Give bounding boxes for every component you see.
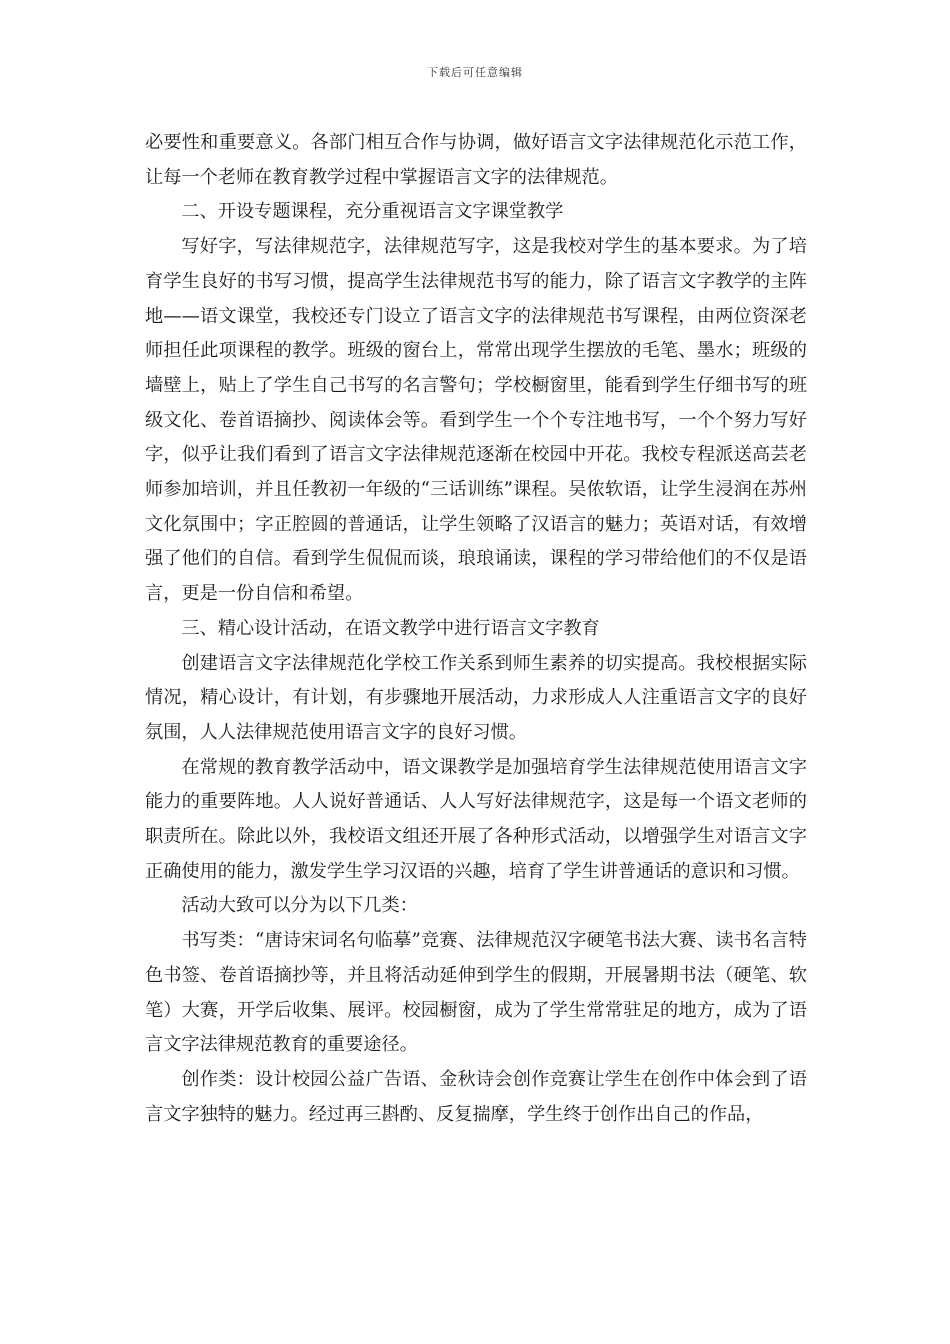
paragraph: 必要性和重要意义。各部门相互合作与协调，做好语言文字法律规范化示范工作，让每一个老师在教育教学过程中掌握语言文字的法律规范。 xyxy=(145,132,807,188)
paragraph: 写好字，写法律规范字，法律规范写字，这是我校对学生的基本要求。为了培育学生良好的书写习惯，提高学生法律规范书写的能力，除了语言文字教学的主阵地——语文课堂，我校还专门设立了语言文字的法律规范书写课程，由两位资深老师担任此项课程的教学。班级的窗台上，常常出现学生摆放的毛笔、墨水；班级的墙壁上，贴上了学生自己书写的名言警句；学校橱窗里，能看到学生仔细书写的班级文化、卷首语摘抄、阅读体会等。看到学生一个个专注地书写，一个个努力写好字，似乎让我们看到了语言文字法律规范逐渐在校园中开花。我校专程派送高芸老师参加培训，并且任教初一年级的“三话训练”课程。吴侬软语，让学生浸润在苏州文化氛围中；字正腔圆的普通话，让学生领略了汉语言的魅力；英语对话，有效增强了他们的自信。看到学生侃侃而谈，琅琅诵读，课程的学习带给他们的不仅是语言，更是一份自信和希望。 xyxy=(145,236,807,605)
page-header: 下载后可任意编辑 xyxy=(427,66,523,79)
paragraph: 书写类：“唐诗宋词名句临摹”竞赛、法律规范汉字硬笔书法大赛、读书名言特色书签、卷首语摘抄等，并且将活动延伸到学生的假期，开展暑期书法（硬笔、软笔）大赛，开学后收集、展评。校园橱窗，成为了学生常常驻足的地方，成为了语言文字法律规范教育的重要途径。 xyxy=(145,930,807,1056)
section-heading: 三、精心设计活动，在语文教学中进行语言文字教育 xyxy=(181,617,600,639)
section-heading: 二、开设专题课程，充分重视语言文字课堂教学 xyxy=(181,201,564,223)
paragraph: 在常规的教育教学活动中，语文课教学是加强培育学生法律规范使用语言文字能力的重要阵地。人人说好普通话、人人写好法律规范字，这是每一个语文老师的职责所在。除此以外，我校语文组还开展了各种形式活动，以增强学生对语言文字正确使用的能力，激发学生学习汉语的兴趣，培育了学生讲普通话的意识和习惯。 xyxy=(145,756,807,882)
paragraph: 活动大致可以分为以下几类： xyxy=(181,895,418,917)
paragraph: 创作类：设计校园公益广告语、金秋诗会创作竞赛让学生在创作中体会到了语言文字独特的魅力。经过再三斟酌、反复揣摩，学生终于创作出自己的作品， xyxy=(145,1068,807,1125)
paragraph: 创建语言文字法律规范化学校工作关系到师生素养的切实提高。我校根据实际情况，精心设计，有计划，有步骤地开展活动，力求形成人人注重语言文字的良好氛围，人人法律规范使用语言文字的良好习惯。 xyxy=(145,652,807,743)
document-body xyxy=(145,126,807,1132)
